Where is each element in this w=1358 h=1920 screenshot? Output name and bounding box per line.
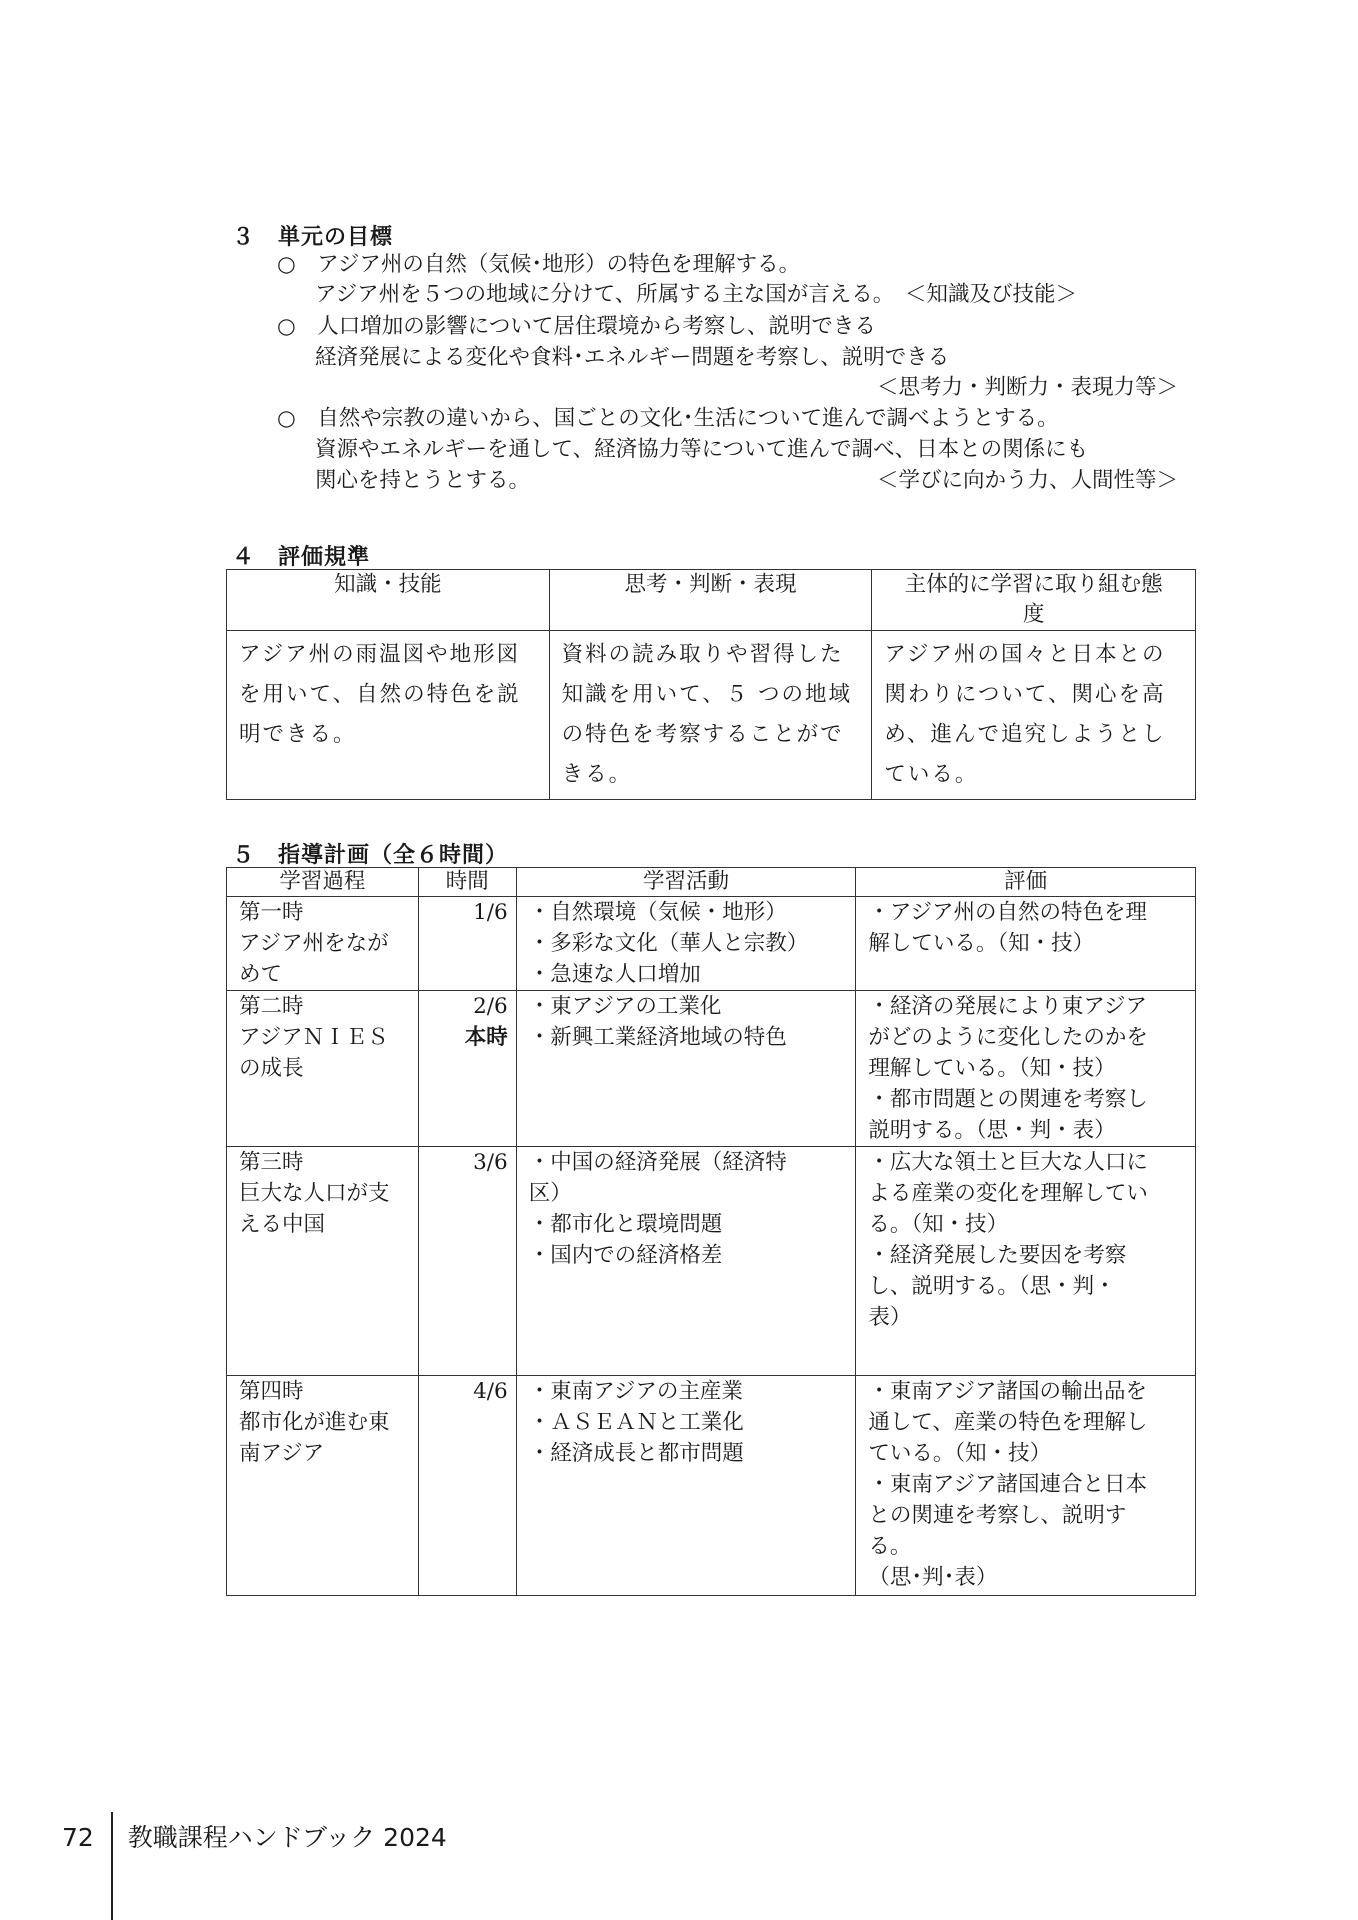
goal-line: 関心を持とうとする。 [315, 468, 531, 493]
book-title: 教職課程ハンドブック 2024 [127, 1823, 447, 1852]
activity-item: ・中国の経済発展（経済特 [528, 1150, 787, 1175]
process-line: 第三時 [239, 1150, 304, 1175]
goal-line: アジア州を５つの地域に分けて、所属する主な国が言える。 ＜知識及び技能＞ [315, 282, 1077, 307]
activity-item: 区） [528, 1181, 572, 1206]
cell-line: アジア州の国々と日本との [884, 642, 1166, 667]
evaluation-cell [856, 1376, 1196, 1596]
process-line: めて [239, 962, 283, 987]
time-cell [418, 897, 516, 991]
table-header-row [227, 868, 1196, 897]
evaluation-line: ・経済の発展により東アジア [868, 994, 1147, 1019]
table-row [227, 991, 1196, 1147]
current-lesson-label: 本時 [464, 1025, 508, 1050]
evaluation-line: し、説明する。（思・判・ [868, 1274, 1116, 1299]
activity-item: ・自然環境（気候・地形） [528, 900, 787, 925]
cell-line: を用いて、自然の特色を説 [239, 682, 521, 707]
goal-category: ＜学びに向かう力、人間性等＞ [876, 468, 1178, 493]
activity-item: ・東アジアの工業化 [528, 994, 722, 1019]
activity-item: ・経済成長と都市問題 [528, 1441, 744, 1466]
process-cell [227, 1376, 419, 1596]
evaluation-line: る。（知・技） [868, 1212, 1009, 1237]
header-attitude [872, 570, 1196, 631]
header-thinking: 思考・判断・表現 [549, 570, 872, 631]
activity-cell [516, 1147, 856, 1376]
page-number: 72 [62, 1823, 94, 1852]
activity-cell [516, 1376, 856, 1596]
time-value: 2/6 [473, 994, 508, 1019]
table-row [227, 1376, 1196, 1596]
evaluation-line: ・経済発展した要因を考察 [868, 1243, 1127, 1268]
evaluation-line: 理解している。（知・技） [868, 1056, 1116, 1081]
table-row [227, 1147, 1196, 1376]
goal-line: ○ 人口増加の影響について居住環境から考察し、説明できる [277, 314, 876, 339]
evaluation-cell [856, 897, 1196, 991]
criteria-attitude [872, 631, 1196, 800]
goal-category: ＜思考力・判断力・表現力等＞ [876, 375, 1178, 400]
cell-line: め、進んで追究しようとし [884, 722, 1166, 747]
evaluation-line: ・アジア州の自然の特色を理 [868, 900, 1147, 925]
evaluation-line: ・広大な領土と巨大な人口に [868, 1150, 1148, 1175]
evaluation-line: ・都市問題との関連を考察し [868, 1087, 1148, 1112]
activity-item: ・国内での経済格差 [528, 1243, 723, 1268]
process-line: アジアＮＩＥＳ [239, 1025, 389, 1050]
process-line: 第二時 [239, 994, 304, 1019]
process-line: アジア州をなが [239, 931, 389, 956]
goal-line: ○ アジア州の自然（気候･地形）の特色を理解する。 [277, 252, 801, 277]
process-cell [227, 991, 419, 1147]
time-value: 1/6 [473, 900, 508, 925]
table-row [227, 631, 1196, 800]
cell-line: アジア州の雨温図や地形図 [239, 642, 521, 667]
activity-cell [516, 991, 856, 1147]
cell-line: ている。 [884, 762, 979, 787]
evaluation-line: 解している。（知・技） [868, 931, 1095, 956]
header-process: 学習過程 [227, 868, 419, 897]
evaluation-line: る。 [868, 1534, 912, 1559]
evaluation-line: 通して、産業の特色を理解し [868, 1410, 1148, 1435]
process-line: の成長 [239, 1056, 304, 1081]
evaluation-line: がどのように変化したのかを [868, 1025, 1148, 1050]
evaluation-line: との関連を考察し、説明す [868, 1503, 1127, 1528]
goal-line: ○ 自然や宗教の違いから、国ごとの文化･生活について進んで調べようとする。 [277, 406, 1059, 431]
cell-line: 明できる。 [239, 722, 357, 747]
page-footer [62, 1818, 447, 1854]
activity-item: ・新興工業経済地域の特色 [528, 1025, 787, 1050]
table-header-row [227, 570, 1196, 631]
activity-item: ・多彩な文化（華人と宗教） [528, 931, 809, 956]
section-3-title: ３ 単元の目標 [232, 225, 394, 250]
evaluation-cell [856, 991, 1196, 1147]
evaluation-line: よる産業の変化を理解してい [868, 1181, 1148, 1206]
time-cell [418, 1147, 516, 1376]
activity-item: ・東南アジアの主産業 [528, 1379, 743, 1404]
activity-item: ・都市化と環境問題 [528, 1212, 723, 1237]
header-line: 主体的に学習に取り組む態 [904, 572, 1163, 597]
header-evaluation: 評価 [856, 868, 1196, 897]
evaluation-line: 説明する。（思・判・表） [868, 1118, 1116, 1143]
activity-cell [516, 897, 856, 991]
process-line: 都市化が進む東 [239, 1410, 390, 1435]
cell-line: 知識を用いて、５ つの地域 [561, 682, 853, 707]
process-cell [227, 897, 419, 991]
cell-line: の特色を考察することがで [561, 722, 844, 747]
time-cell [418, 991, 516, 1147]
section-4-title: ４ 評価規準 [232, 545, 371, 570]
header-line: 度 [1022, 602, 1045, 627]
criteria-knowledge [227, 631, 550, 800]
activity-item: ・ＡＳＥＡＮと工業化 [528, 1410, 744, 1435]
cell-line: 関わりについて、関心を高 [884, 682, 1166, 707]
process-cell [227, 1147, 419, 1376]
evaluation-line: （思･判･表） [868, 1565, 998, 1590]
header-time: 時間 [418, 868, 516, 897]
evaluation-line: 表） [868, 1305, 912, 1330]
criteria-thinking [549, 631, 872, 800]
time-cell [418, 1376, 516, 1596]
process-line: 第一時 [239, 900, 304, 925]
process-line: える中国 [239, 1212, 326, 1237]
process-line: 南アジア [239, 1441, 325, 1466]
process-line: 第四時 [239, 1379, 304, 1404]
evaluation-cell [856, 1147, 1196, 1376]
goal-line: 経済発展による変化や食料･エネルギー問題を考察し、説明できる [315, 345, 950, 370]
goal-line: 資源やエネルギーを通して、経済協力等について進んで調べ、日本との関係にも [315, 437, 1089, 462]
cell-line: 資料の読み取りや習得した [561, 642, 844, 667]
time-value: 4/6 [473, 1379, 508, 1404]
process-line: 巨大な人口が支 [239, 1181, 390, 1206]
evaluation-line: ・東南アジア諸国の輸出品を [868, 1379, 1147, 1404]
section-5-title: ５ 指導計画（全６時間） [232, 843, 509, 868]
evaluation-criteria-table [226, 569, 1196, 800]
table-row [227, 897, 1196, 991]
header-knowledge: 知識・技能 [227, 570, 550, 631]
time-value: 3/6 [473, 1150, 508, 1175]
cell-line: きる。 [561, 762, 633, 787]
header-activity: 学習活動 [516, 868, 856, 897]
activity-item: ・急速な人口増加 [528, 962, 701, 987]
teaching-plan-table [226, 867, 1196, 1596]
evaluation-line: ている。（知・技） [868, 1441, 1052, 1466]
evaluation-line: ・東南アジア諸国連合と日本 [868, 1472, 1147, 1497]
